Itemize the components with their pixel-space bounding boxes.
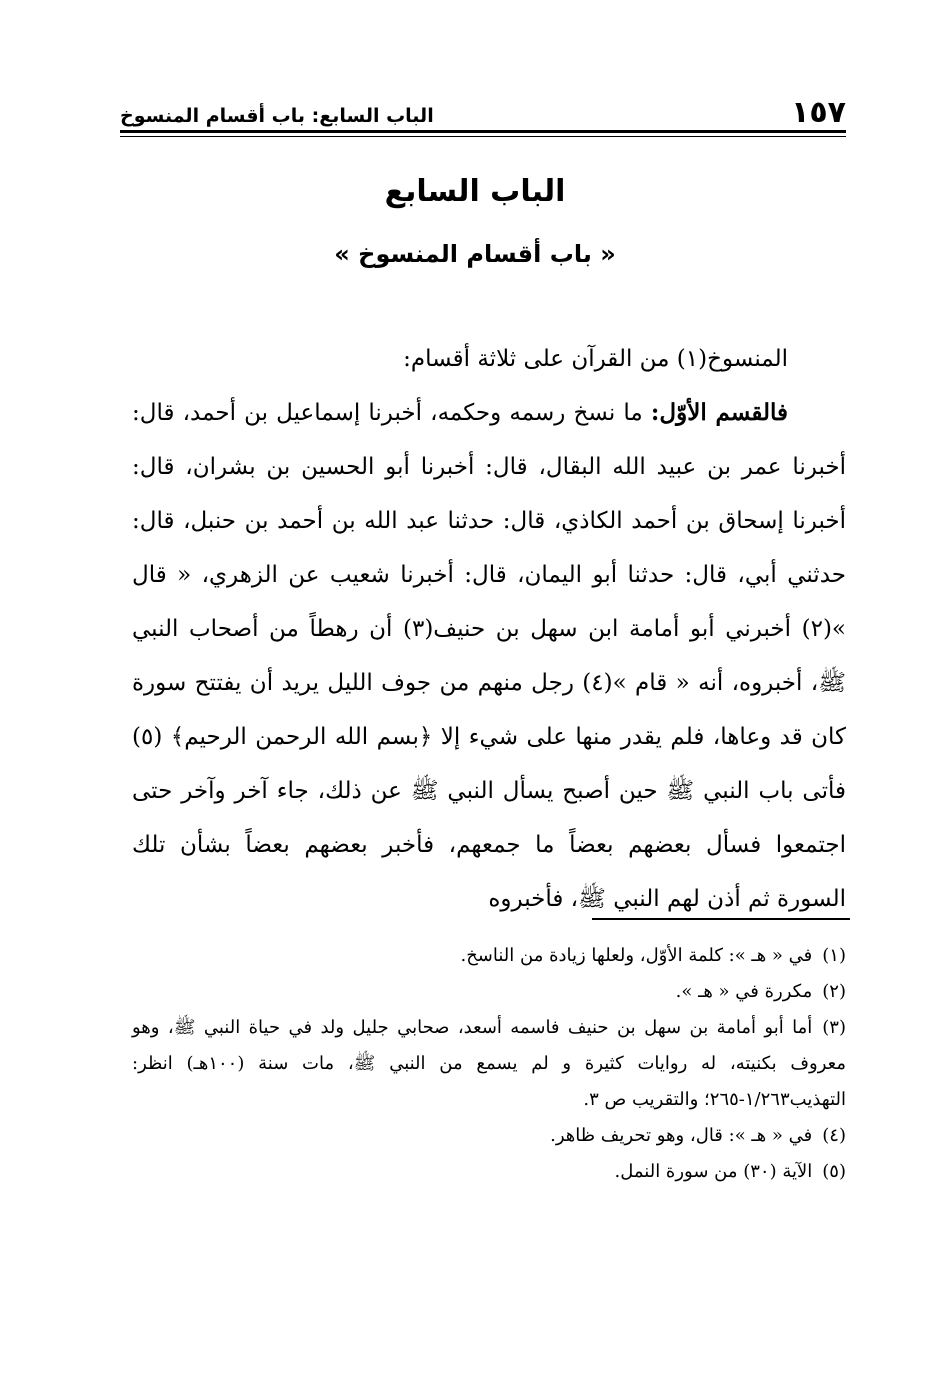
footnote-text: مكررة في « هـ ».: [675, 981, 813, 1002]
footnote-text: في « هـ »: قال، وهو تحريف ظاهر.: [550, 1125, 813, 1146]
footnote-text: أما أبو أمامة بن سهل بن حنيف فاسمه أسعد، صحابي جليل ولد في حياة النبي ﷺ، وهو معروف بكنيته، له روايات كثيرة و لم يسمع من النبي ﷺ، مات سنة (١٠٠هـ) انظر: التهذيب١/٢٦٣-٢٦٥؛ والتقريب ص ٣.: [132, 1017, 846, 1110]
footnote-text: في « هـ »: كلمة الأوّل، ولعلها زيادة من الناسخ.: [460, 945, 813, 966]
section-lead: فالقسم الأوّل:: [650, 399, 789, 426]
main-paragraph: [132, 386, 846, 926]
footnote-number: (٢): [822, 981, 846, 1002]
footnote: [132, 1118, 846, 1154]
footnote: [132, 974, 846, 1010]
running-title: الباب السابع: باب أقسام المنسوخ: [120, 105, 434, 127]
footnote: [132, 1010, 846, 1118]
footnote-number: (٤): [822, 1125, 846, 1146]
footnotes: [132, 938, 846, 1190]
footnote-number: (٣): [822, 1017, 846, 1038]
footnote-text: الآية (٣٠) من سورة النمل.: [614, 1161, 813, 1182]
footnote: [132, 1154, 846, 1190]
footnote: [132, 938, 846, 974]
intro-line: المنسوخ(١) من القرآن على ثلاثة أقسام:: [403, 346, 788, 372]
header-rule-thin: [120, 136, 846, 137]
footnote-number: (٥): [822, 1161, 846, 1182]
running-header: [120, 92, 846, 128]
footnote-number: (١): [822, 945, 846, 966]
page-number: ١٥٧: [791, 95, 846, 130]
chapter-title: الباب السابع: [384, 174, 566, 209]
chapter-subtitle: « باب أقسام المنسوخ »: [334, 240, 616, 268]
footnote-rule: [592, 918, 850, 920]
paragraph-text: ما نسخ رسمه وحكمه، أخبرنا إسماعيل بن أحمد، قال: أخبرنا عمر بن عبيد الله البقال، قال: أخبرنا أبو الحسين بن بشران، قال: أخبرنا إسحاق بن أحمد الكاذي، قال: حدثنا عبد الله بن أحمد بن حنبل، قال: حدثني أبي، قال: حدثنا أبو اليمان، قال: أخبرنا شعيب عن الزهري، « قال »(٢) أخبرني أبو أمامة ابن سهل بن حنيف(٣) أن رهطاً من أصحاب النبي ﷺ، أخبروه، أنه « قام »(٤) رجل منهم من جوف الليل يريد أن يفتتح سورة كان قد وعاها، فلم يقدر منها على شيء إلا ﴿بسم الله الرحمن الرحيم﴾ (٥) فأتى باب النبي ﷺ حين أصبح يسأل النبي ﷺ عن ذلك، جاء آخر وآخر حتى اجتمعوا فسأل بعضهم بعضاً ما جمعهم، فأخبر بعضهم بعضاً بشأن تلك السورة ثم أذن لهم النبي ﷺ، فأخبروه: [132, 400, 846, 912]
header-rule: [120, 130, 846, 133]
body-text: [132, 332, 846, 926]
